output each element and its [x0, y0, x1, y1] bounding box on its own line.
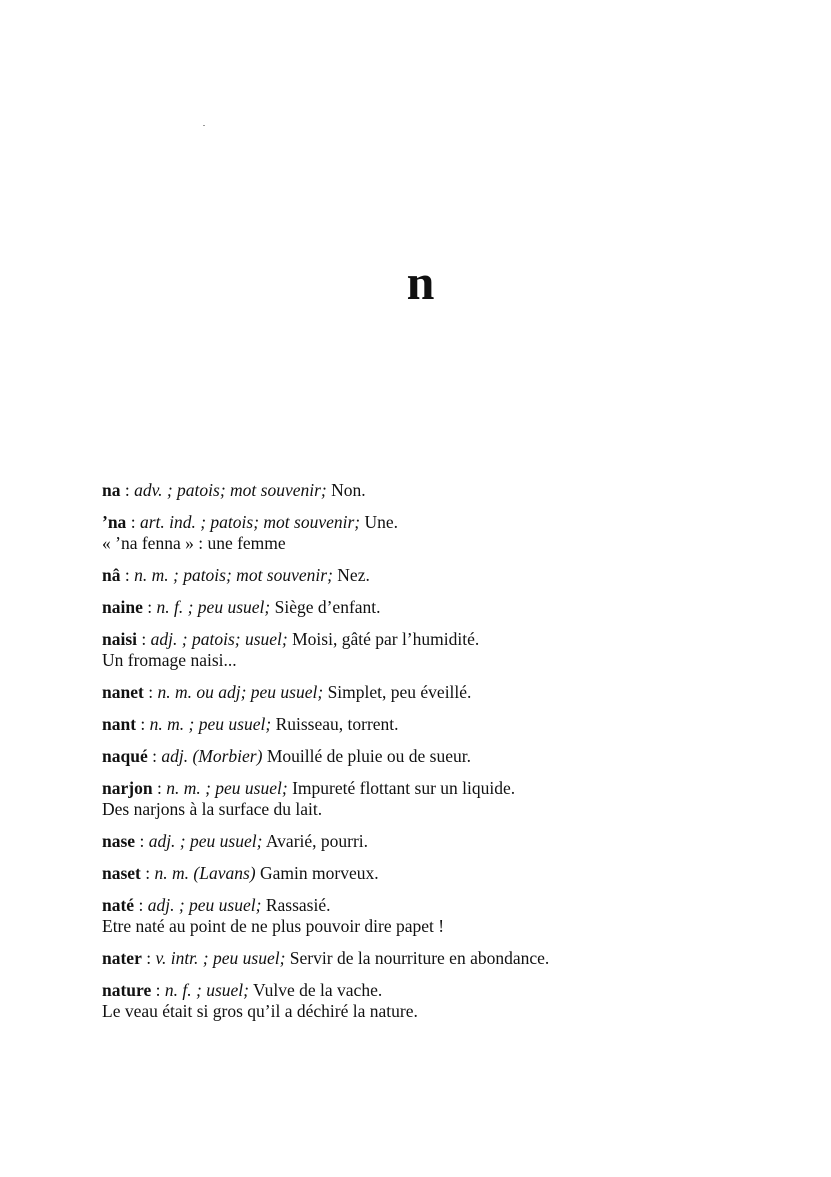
entry-headword: nanet: [102, 682, 144, 702]
entry-separator: :: [142, 597, 157, 617]
entry-separator: :: [120, 480, 135, 500]
scan-speck: [203, 125, 205, 126]
entry-headword: naqué: [102, 746, 148, 766]
entry-headword: nant: [102, 714, 137, 734]
dictionary-entry: [102, 714, 802, 735]
entry-grammar: v. intr. ; peu usuel;: [155, 948, 286, 968]
entry-separator: :: [137, 629, 151, 649]
entry-separator: :: [140, 863, 155, 883]
dictionary-entry: [102, 565, 802, 586]
entry-headword: ’na: [102, 512, 127, 532]
entry-headword: naine: [102, 597, 143, 617]
entry-definition: Ruisseau, torrent.: [271, 714, 399, 734]
entry-grammar: n. f. ; peu usuel;: [156, 597, 271, 617]
entry-separator: :: [152, 778, 167, 798]
entry-headword: naté: [102, 895, 135, 915]
entry-grammar: adv. ; patois; mot souvenir;: [134, 480, 327, 500]
entry-headword: naisi: [102, 629, 138, 649]
dictionary-entry: [102, 682, 802, 703]
entry-example: « ’na fenna » : une femme: [102, 533, 286, 553]
dictionary-entry: [102, 512, 802, 554]
entry-headword: na: [102, 480, 121, 500]
entry-grammar: adj. ; patois; usuel;: [150, 629, 288, 649]
entry-headword: nater: [102, 948, 142, 968]
entry-definition: Servir de la nourriture en abondance.: [285, 948, 550, 968]
entry-example: Le veau était si gros qu’il a déchiré la nature.: [102, 1001, 418, 1021]
dictionary-entries: [102, 480, 802, 1033]
entry-definition: Non.: [326, 480, 366, 500]
entry-definition: Vulve de la vache.: [248, 980, 383, 1000]
entry-separator: :: [143, 682, 158, 702]
dictionary-entry: [102, 629, 802, 671]
entry-grammar: adj. (Morbier): [161, 746, 263, 766]
entry-definition: Mouillé de pluie ou de sueur.: [262, 746, 471, 766]
section-letter-heading: n: [406, 254, 435, 310]
entry-separator: :: [151, 980, 165, 1000]
entry-example: Un fromage naisi...: [102, 650, 237, 670]
entry-example: Etre naté au point de ne plus pouvoir dire papet !: [102, 916, 445, 936]
dictionary-entry: [102, 895, 802, 937]
entry-headword: narjon: [102, 778, 153, 798]
entry-grammar: n. f. ; usuel;: [164, 980, 249, 1000]
entry-headword: naset: [102, 863, 141, 883]
entry-grammar: n. m. ; peu usuel;: [166, 778, 288, 798]
entry-separator: :: [120, 565, 135, 585]
dictionary-entry: [102, 831, 802, 852]
entry-separator: :: [135, 831, 149, 851]
dictionary-entry: [102, 778, 802, 820]
entry-definition: Gamin morveux.: [255, 863, 379, 883]
entry-separator: :: [141, 948, 156, 968]
entry-definition: Une.: [360, 512, 399, 532]
dictionary-entry: [102, 948, 802, 969]
entry-headword: nase: [102, 831, 136, 851]
entry-definition: Rassasié.: [261, 895, 331, 915]
dictionary-entry: [102, 746, 802, 767]
entry-separator: :: [126, 512, 140, 532]
entry-grammar: n. m. ; peu usuel;: [149, 714, 272, 734]
entry-grammar: adj. ; peu usuel;: [148, 831, 263, 851]
entry-grammar: art. ind. ; patois; mot souvenir;: [139, 512, 361, 532]
dictionary-entry: [102, 597, 802, 618]
dictionary-entry: [102, 480, 802, 501]
entry-definition: Simplet, peu éveillé.: [323, 682, 472, 702]
entry-grammar: n. m. ou adj; peu usuel;: [157, 682, 324, 702]
entry-headword: nature: [102, 980, 152, 1000]
entry-separator: :: [136, 714, 150, 734]
entry-headword: nâ: [102, 565, 121, 585]
entry-separator: :: [134, 895, 148, 915]
entry-definition: Siège d’enfant.: [270, 597, 381, 617]
entry-grammar: n. m. ; patois; mot souvenir;: [134, 565, 333, 585]
entry-grammar: adj. ; peu usuel;: [147, 895, 262, 915]
dictionary-entry: [102, 863, 802, 884]
entry-definition: Moisi, gâté par l’humidité.: [287, 629, 480, 649]
entry-grammar: n. m. (Lavans): [154, 863, 256, 883]
entry-definition: Avarié, pourri.: [262, 831, 369, 851]
dictionary-entry: [102, 980, 802, 1022]
entry-separator: :: [147, 746, 162, 766]
entry-example: Des narjons à la surface du lait.: [102, 799, 323, 819]
entry-definition: Impureté flottant sur un liquide.: [287, 778, 516, 798]
entry-definition: Nez.: [332, 565, 370, 585]
